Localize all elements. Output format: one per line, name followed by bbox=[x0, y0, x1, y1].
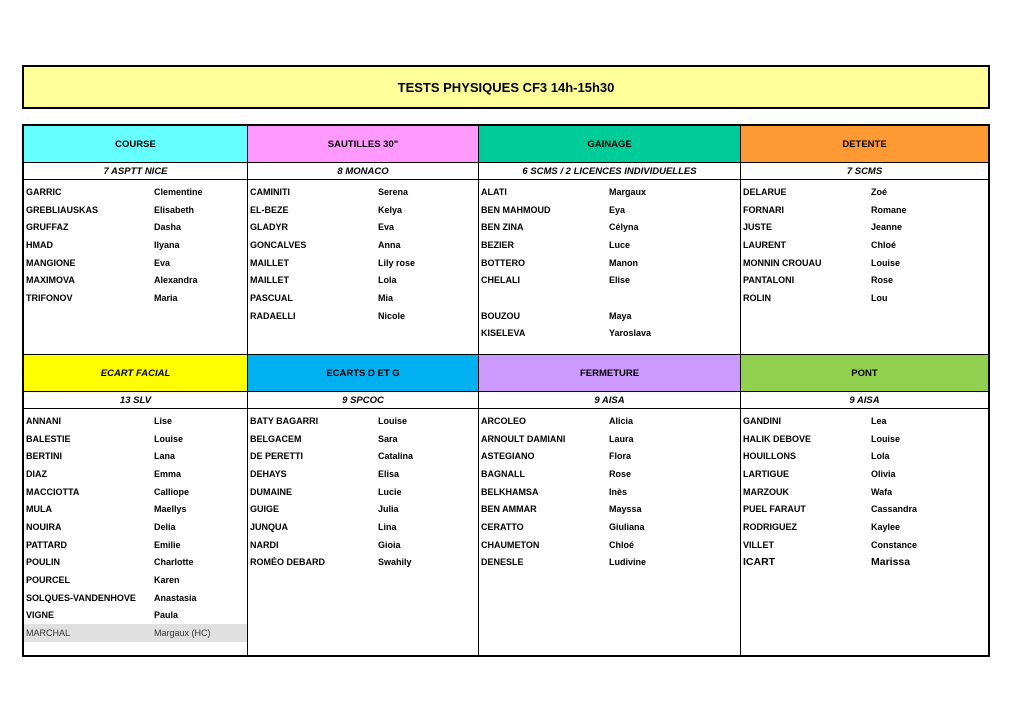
bottom-station-header-1: ECARTS D ET G bbox=[248, 355, 479, 391]
top-station-header-3: DETENTE bbox=[741, 126, 988, 162]
athlete-first-name: Sara bbox=[378, 433, 398, 444]
athlete-last-name: GONCALVES bbox=[250, 239, 307, 250]
top-names-column-0 bbox=[24, 180, 248, 354]
athlete-first-name: Luce bbox=[609, 239, 631, 250]
athlete-row bbox=[248, 271, 478, 289]
athlete-row bbox=[479, 447, 740, 465]
athlete-row bbox=[24, 465, 247, 483]
athlete-last-name: ROMÉO DEBARD bbox=[250, 557, 326, 568]
top-clubs-row bbox=[24, 163, 988, 180]
athlete-first-name: Ilyana bbox=[154, 239, 180, 250]
athlete-row bbox=[741, 536, 988, 554]
athlete-row bbox=[248, 554, 478, 572]
athlete-row bbox=[248, 518, 478, 536]
athlete-row bbox=[248, 201, 478, 219]
athlete-last-name: GUIGE bbox=[250, 504, 280, 515]
athlete-row bbox=[24, 607, 247, 625]
athlete-last-name: GRUFFAZ bbox=[26, 222, 69, 233]
athlete-last-name: ARNOULT DAMIANI bbox=[481, 433, 566, 444]
athlete-first-name: Louise bbox=[871, 257, 901, 268]
athlete-last-name: BEZIER bbox=[481, 239, 515, 250]
athlete-first-name: Wafa bbox=[871, 486, 893, 497]
athlete-row bbox=[741, 271, 988, 289]
athlete-first-name: Lola bbox=[871, 451, 890, 462]
athlete-last-name: GANDINI bbox=[743, 415, 781, 426]
athlete-row bbox=[479, 236, 740, 254]
athlete-first-name: Jeanne bbox=[871, 222, 903, 233]
bottom-names-column-3 bbox=[741, 409, 988, 655]
athlete-first-name: Lola bbox=[378, 275, 397, 286]
athlete-row bbox=[24, 183, 247, 201]
athlete-last-name: POURCEL bbox=[26, 575, 71, 586]
athlete-row bbox=[248, 500, 478, 518]
athlete-last-name: MULA bbox=[26, 504, 52, 515]
athlete-row bbox=[479, 325, 740, 343]
athlete-first-name: Alicia bbox=[609, 415, 634, 426]
athlete-row bbox=[24, 518, 247, 536]
athlete-first-name: Manon bbox=[609, 257, 638, 268]
athlete-last-name: CHAUMETON bbox=[481, 539, 540, 550]
athlete-row bbox=[479, 430, 740, 448]
athlete-last-name: PUEL FARAUT bbox=[743, 504, 806, 515]
athlete-row bbox=[479, 554, 740, 572]
athlete-row bbox=[479, 254, 740, 272]
athlete-last-name: BEN ZINA bbox=[481, 222, 524, 233]
bottom-names-column-0 bbox=[24, 409, 248, 655]
athlete-first-name: Anna bbox=[378, 239, 401, 250]
athlete-first-name: Marissa bbox=[871, 556, 911, 569]
athlete-row bbox=[479, 201, 740, 219]
athlete-row bbox=[741, 236, 988, 254]
athlete-first-name: Louise bbox=[154, 433, 184, 444]
athlete-first-name: Emma bbox=[154, 468, 182, 479]
athlete-last-name: ICART bbox=[743, 556, 776, 569]
athlete-last-name: BELGACEM bbox=[250, 433, 302, 444]
athlete-last-name: RODRIGUEZ bbox=[743, 521, 797, 532]
athlete-row bbox=[479, 218, 740, 236]
stations-table bbox=[22, 124, 990, 657]
athlete-row bbox=[248, 236, 478, 254]
athlete-first-name: Lise bbox=[154, 415, 173, 426]
athlete-last-name: EL-BEZE bbox=[250, 204, 289, 215]
athlete-row bbox=[24, 430, 247, 448]
top-club-label-0: 7 ASPTT NICE bbox=[24, 163, 248, 179]
athlete-last-name: PATTARD bbox=[26, 539, 67, 550]
athlete-first-name: Lina bbox=[378, 521, 397, 532]
athlete-last-name: MAILLET bbox=[250, 275, 289, 286]
athlete-first-name: Eya bbox=[609, 204, 626, 215]
athlete-row bbox=[741, 218, 988, 236]
athlete-row bbox=[479, 289, 740, 307]
athlete-first-name: Célyna bbox=[609, 222, 639, 233]
athlete-first-name: Kaylee bbox=[871, 521, 901, 532]
bottom-club-label-3: 9 AISA bbox=[849, 394, 880, 406]
bottom-station-header-3: PONT bbox=[741, 355, 988, 391]
top-headers-row bbox=[24, 126, 988, 163]
athlete-row bbox=[479, 518, 740, 536]
athlete-first-name: Rose bbox=[609, 468, 632, 479]
athlete-last-name: LARTIGUE bbox=[743, 468, 789, 479]
athlete-first-name: Delia bbox=[154, 521, 176, 532]
athlete-last-name: KISELEVA bbox=[481, 328, 526, 339]
athlete-first-name: Clementine bbox=[154, 186, 203, 197]
athlete-last-name: CERATTO bbox=[481, 521, 524, 532]
athlete-last-name: MARCHAL bbox=[26, 628, 71, 639]
athlete-first-name: Lily rose bbox=[378, 257, 416, 268]
athlete-first-name: Chloé bbox=[609, 539, 635, 550]
athlete-last-name: PASCUAL bbox=[250, 292, 293, 303]
athlete-first-name: Calliope bbox=[154, 486, 190, 497]
athlete-row bbox=[248, 218, 478, 236]
athlete-first-name: Lea bbox=[871, 415, 887, 426]
athlete-row bbox=[741, 412, 988, 430]
top-names-column-1 bbox=[248, 180, 479, 354]
athlete-row bbox=[24, 271, 247, 289]
athlete-last-name: CHELALI bbox=[481, 275, 520, 286]
athlete-row bbox=[248, 483, 478, 501]
top-names-column-2 bbox=[479, 180, 741, 354]
athlete-last-name: BAGNALL bbox=[481, 468, 525, 479]
athlete-last-name: ALATI bbox=[481, 186, 507, 197]
athlete-last-name: MAXIMOVA bbox=[26, 275, 75, 286]
bottom-club-label-1: 9 SPCOC bbox=[248, 392, 479, 408]
athlete-row bbox=[479, 271, 740, 289]
athlete-last-name: BATY BAGARRI bbox=[250, 415, 319, 426]
athlete-last-name: NARDI bbox=[250, 539, 279, 550]
athlete-row bbox=[24, 412, 247, 430]
athlete-row bbox=[741, 554, 988, 572]
athlete-row bbox=[479, 465, 740, 483]
athlete-last-name: VIGNE bbox=[26, 610, 55, 621]
athlete-last-name: CAMINITI bbox=[250, 186, 290, 197]
top-club-label-1: 8 MONACO bbox=[248, 163, 479, 179]
athlete-last-name: MARZOUK bbox=[743, 486, 789, 497]
athlete-last-name: BOUZOU bbox=[481, 310, 520, 321]
athlete-last-name: HOUILLONS bbox=[743, 451, 796, 462]
athlete-row bbox=[24, 554, 247, 572]
athlete-last-name: ROLIN bbox=[743, 292, 771, 303]
athlete-first-name: Kelya bbox=[378, 204, 403, 215]
athlete-last-name: ANNANI bbox=[26, 415, 61, 426]
athlete-row bbox=[24, 289, 247, 307]
top-club-label-2: 6 SCMS / 2 LICENCES INDIVIDUELLES bbox=[479, 163, 741, 179]
athlete-first-name: Romane bbox=[871, 204, 907, 215]
athlete-row bbox=[741, 430, 988, 448]
athlete-first-name: Swahily bbox=[378, 557, 412, 568]
athlete-last-name: PANTALONI bbox=[743, 275, 795, 286]
athlete-last-name: GLADYR bbox=[250, 222, 288, 233]
athlete-last-name: DE PERETTI bbox=[250, 451, 304, 462]
athlete-row bbox=[479, 307, 740, 325]
athlete-last-name: TRIFONOV bbox=[26, 292, 73, 303]
athlete-first-name: Margaux (HC) bbox=[154, 628, 211, 639]
athlete-last-name: BEN MAHMOUD bbox=[481, 204, 551, 215]
athlete-last-name: DELARUE bbox=[743, 186, 787, 197]
bottom-names-row bbox=[24, 409, 988, 655]
top-club-label-3: 7 SCMS bbox=[846, 165, 883, 177]
athlete-first-name: Catalina bbox=[378, 451, 414, 462]
athlete-first-name: Karen bbox=[154, 575, 180, 586]
athlete-first-name: Yaroslava bbox=[609, 328, 652, 339]
athlete-first-name: Elise bbox=[609, 275, 631, 286]
athlete-row bbox=[741, 289, 988, 307]
athlete-last-name: ASTEGIANO bbox=[481, 451, 535, 462]
athlete-last-name: VILLET bbox=[743, 539, 774, 550]
athlete-row bbox=[24, 236, 247, 254]
athlete-row bbox=[479, 536, 740, 554]
athlete-first-name: Gioia bbox=[378, 539, 401, 550]
top-station-header-2: GAINAGE bbox=[479, 126, 741, 162]
athlete-first-name: Alexandra bbox=[154, 275, 198, 286]
athlete-first-name: Constance bbox=[871, 539, 918, 550]
athlete-row bbox=[24, 624, 247, 642]
athlete-row bbox=[248, 289, 478, 307]
athlete-first-name: Cassandra bbox=[871, 504, 918, 515]
athlete-first-name: Maya bbox=[609, 310, 632, 321]
athlete-row bbox=[248, 307, 478, 325]
athlete-row bbox=[24, 254, 247, 272]
athlete-row bbox=[24, 201, 247, 219]
athlete-first-name: Rose bbox=[871, 275, 894, 286]
athlete-row bbox=[24, 447, 247, 465]
athlete-first-name: Maellys bbox=[154, 504, 187, 515]
athlete-first-name: Maria bbox=[154, 292, 178, 303]
top-station-header-0: COURSE bbox=[24, 126, 248, 162]
athlete-row bbox=[248, 447, 478, 465]
athlete-last-name: GARRIC bbox=[26, 186, 62, 197]
athlete-last-name: LAURENT bbox=[743, 239, 786, 250]
bottom-clubs-row bbox=[24, 392, 988, 409]
bottom-station-header-2: FERMETURE bbox=[479, 355, 741, 391]
athlete-last-name: HMAD bbox=[26, 239, 53, 250]
athlete-row bbox=[479, 483, 740, 501]
athlete-first-name: Flora bbox=[609, 451, 632, 462]
athlete-row bbox=[741, 465, 988, 483]
athlete-first-name: Olivia bbox=[871, 468, 896, 479]
top-names-column-3 bbox=[741, 180, 988, 354]
athlete-first-name: Lana bbox=[154, 451, 176, 462]
athlete-last-name: RADAELLI bbox=[250, 310, 296, 321]
athlete-row bbox=[479, 183, 740, 201]
athlete-last-name: JUNQUA bbox=[250, 521, 289, 532]
athlete-last-name: NOUIRA bbox=[26, 521, 62, 532]
athlete-row bbox=[741, 518, 988, 536]
athlete-last-name: POULIN bbox=[26, 557, 61, 568]
athlete-first-name: Laura bbox=[609, 433, 634, 444]
athlete-row bbox=[248, 254, 478, 272]
athlete-last-name: MAILLET bbox=[250, 257, 289, 268]
bottom-names-column-2 bbox=[479, 409, 741, 655]
athlete-first-name: Paula bbox=[154, 610, 179, 621]
athlete-last-name: SOLQUES-VANDENHOVE bbox=[26, 592, 136, 603]
athlete-row bbox=[741, 447, 988, 465]
athlete-first-name: Julia bbox=[378, 504, 399, 515]
athlete-first-name: Anastasia bbox=[154, 592, 197, 603]
athlete-row bbox=[24, 589, 247, 607]
athlete-first-name: Ludivine bbox=[609, 557, 647, 568]
page-title: TESTS PHYSIQUES CF3 14h-15h30 bbox=[22, 65, 990, 109]
athlete-row bbox=[248, 536, 478, 554]
athlete-last-name: JUSTE bbox=[743, 222, 773, 233]
bottom-names-column-1 bbox=[248, 409, 479, 655]
athlete-last-name: GREBLIAUSKAS bbox=[26, 204, 99, 215]
athlete-last-name: BERTINI bbox=[26, 451, 62, 462]
athlete-row bbox=[24, 536, 247, 554]
athlete-row bbox=[479, 412, 740, 430]
athlete-first-name: Elisa bbox=[378, 468, 400, 479]
athlete-last-name: DUMAINE bbox=[250, 486, 292, 497]
athlete-first-name: Eva bbox=[154, 257, 171, 268]
athlete-row bbox=[741, 254, 988, 272]
athlete-first-name: Zoé bbox=[871, 186, 888, 197]
athlete-last-name: BEN AMMAR bbox=[481, 504, 537, 515]
athlete-first-name: Louise bbox=[378, 415, 408, 426]
bottom-club-label-2: 9 AISA bbox=[479, 392, 741, 408]
athlete-row bbox=[741, 483, 988, 501]
athlete-last-name: MONNIN CROUAU bbox=[743, 257, 822, 268]
athlete-row bbox=[741, 201, 988, 219]
athlete-row bbox=[248, 183, 478, 201]
athlete-first-name: Eva bbox=[378, 222, 395, 233]
athlete-first-name: Margaux bbox=[609, 186, 647, 197]
athlete-row bbox=[741, 183, 988, 201]
athlete-last-name: HALIK DEBOVE bbox=[743, 433, 812, 444]
athlete-first-name: Mia bbox=[378, 292, 394, 303]
athlete-row bbox=[248, 430, 478, 448]
athlete-first-name: Charlotte bbox=[154, 557, 194, 568]
bottom-headers-row bbox=[24, 355, 988, 392]
bottom-club-label-0: 13 SLV bbox=[24, 392, 248, 408]
athlete-row bbox=[24, 571, 247, 589]
athlete-last-name: MACCIOTTA bbox=[26, 486, 80, 497]
athlete-first-name: Dasha bbox=[154, 222, 182, 233]
athlete-first-name: Serena bbox=[378, 186, 409, 197]
athlete-first-name: Louise bbox=[871, 433, 901, 444]
athlete-row bbox=[741, 500, 988, 518]
athlete-last-name: MANGIONE bbox=[26, 257, 76, 268]
athlete-first-name: Mayssa bbox=[609, 504, 642, 515]
bottom-station-header-0: ECART FACIAL bbox=[24, 355, 248, 391]
athlete-last-name: DIAZ bbox=[26, 468, 47, 479]
athlete-row bbox=[248, 412, 478, 430]
athlete-first-name: Nicole bbox=[378, 310, 406, 321]
athlete-last-name: BALESTIE bbox=[26, 433, 71, 444]
athlete-last-name: DEHAYS bbox=[250, 468, 287, 479]
athlete-first-name: Inès bbox=[609, 486, 628, 497]
athlete-row bbox=[479, 500, 740, 518]
athlete-last-name: DENESLE bbox=[481, 557, 524, 568]
athlete-row bbox=[24, 500, 247, 518]
athlete-first-name: Lou bbox=[871, 292, 888, 303]
athlete-first-name: Chloé bbox=[871, 239, 897, 250]
athlete-last-name: BELKHAMSA bbox=[481, 486, 539, 497]
top-names-row bbox=[24, 180, 988, 355]
athlete-first-name: Giuliana bbox=[609, 521, 645, 532]
athlete-last-name: ARCOLEO bbox=[481, 415, 526, 426]
athlete-first-name: Elisabeth bbox=[154, 204, 195, 215]
athlete-last-name: FORNARI bbox=[743, 204, 784, 215]
athlete-row bbox=[248, 465, 478, 483]
athlete-first-name: Lucie bbox=[378, 486, 402, 497]
athlete-row bbox=[24, 483, 247, 501]
athlete-last-name: BOTTERO bbox=[481, 257, 525, 268]
athlete-first-name: Emilie bbox=[154, 539, 181, 550]
athlete-row bbox=[24, 218, 247, 236]
top-station-header-1: SAUTILLES 30" bbox=[248, 126, 479, 162]
